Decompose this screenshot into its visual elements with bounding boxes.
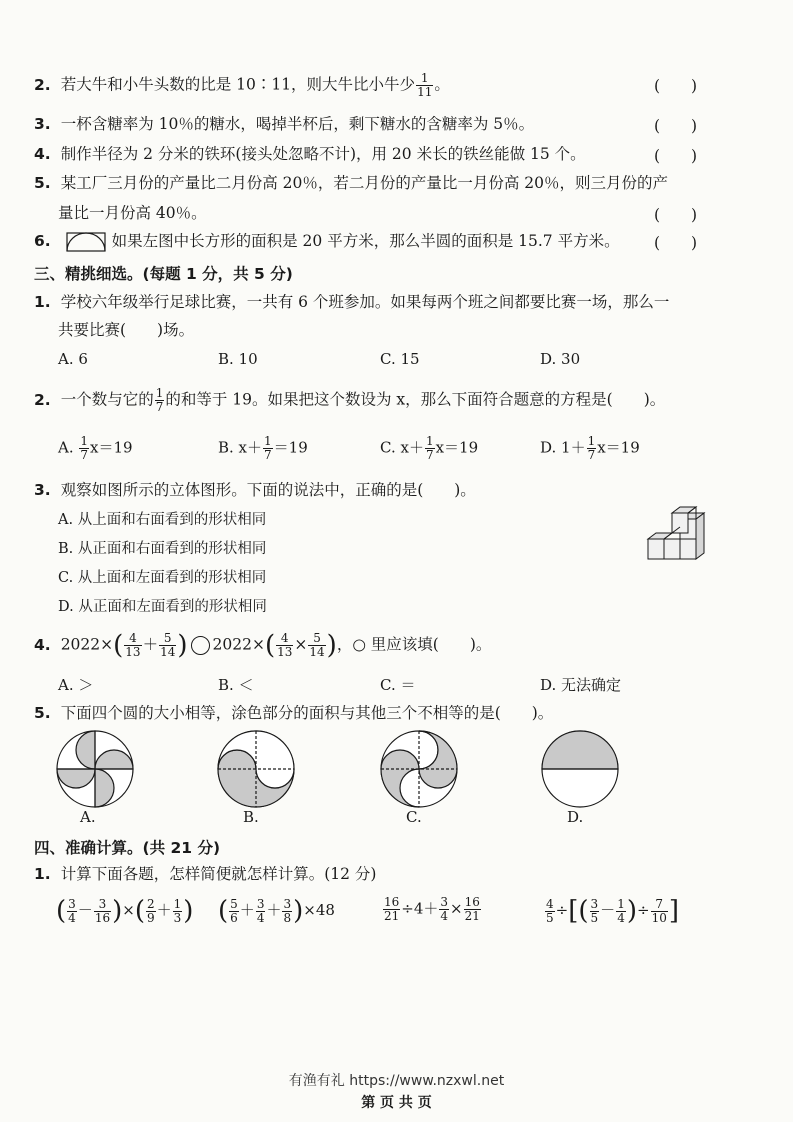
choice-q4: 4. 2022×( $\frac{4}{13}$ ＋ $\frac{5}{14}$ ) 2022×( $\frac{4}{13}$ × $\frac{5}{14}$ )，○ 里应该填( )。 [34, 630, 492, 661]
answer-paren[interactable]: ( ) [654, 206, 698, 224]
semicircle-rectangle-figure [66, 232, 106, 252]
option-a[interactable]: A. 6 [58, 350, 88, 368]
q-number: 4. [34, 635, 51, 654]
q-text-tail: ，○ 里应该填( )。 [336, 635, 492, 654]
choice-q1 [34, 292, 669, 312]
option-d[interactable]: D. 1＋ $\frac{1}{7}$ x＝19 [540, 434, 640, 462]
answer-paren[interactable]: ( ) [654, 77, 698, 95]
compare-circle[interactable] [191, 636, 210, 655]
q-text-tail: 的和等于 19。如果把这个数设为 x，那么下面符合题意的方程是( )。 [165, 390, 666, 409]
option-d[interactable]: D. 从正面和左面看到的形状相同 [58, 599, 267, 615]
q-number: 3. [34, 115, 51, 133]
option-a[interactable]: A. 从上面和右面看到的形状相同 [58, 512, 267, 528]
judge-q5-cont: 量比一月份高 40％。 [58, 204, 207, 222]
footer-page: 第 页 共 页 [361, 1095, 432, 1111]
q-text: 某工厂三月份的产量比二月份高 20％，若二月份的产量比一月份高 20％，则三月份的产 [60, 174, 668, 192]
judge-q3 [34, 114, 534, 134]
q-number: 2. [34, 75, 51, 94]
option-c[interactable]: C. [406, 808, 422, 826]
fraction: $\frac{1}{11}$ [417, 71, 433, 99]
q-text: 若大牛和小牛头数的比是 10∶11，则大牛比小牛少 [60, 75, 416, 94]
q-number: 4. [34, 145, 51, 163]
choice-q2 [34, 387, 665, 414]
option-c[interactable]: C. ＝ [380, 676, 416, 694]
option-a[interactable]: A. $\frac{1}{7}$ x＝19 [58, 434, 133, 462]
judge-q4 [34, 144, 586, 164]
answer-paren[interactable]: ( ) [654, 234, 698, 252]
answer-paren[interactable]: ( ) [654, 117, 698, 135]
cube-solid-figure [646, 505, 708, 563]
q-text: 如果左图中长方形的面积是 20 平方米，那么半圆的面积是 15.7 平方米。 [111, 232, 620, 250]
q-text: 一杯含糖率为 10％的糖水，喝掉半杯后，剩下糖水的含糖率为 5％。 [60, 115, 535, 133]
q-number: 1. [34, 293, 51, 311]
answer-paren[interactable]: ( ) [654, 147, 698, 165]
option-b[interactable]: B. x＋ $\frac{1}{7}$ ＝19 [218, 434, 308, 462]
circle-figure-d [539, 728, 621, 810]
q-text: 下面四个圆的大小相等，涂色部分的面积与其他三个不相等的是( )。 [60, 704, 554, 722]
q-number: 2. [34, 390, 51, 409]
option-b[interactable]: B. [243, 808, 259, 826]
q-text: 学校六年级举行足球比赛，一共有 6 个班参加。如果每两个班之间都要比赛一场，那么一 [60, 293, 670, 311]
circle-figure-a [54, 728, 136, 810]
q-number: 6. [34, 232, 51, 250]
fraction: $\frac{1}{7}$ [155, 386, 164, 414]
choice-q1-cont: 共要比赛( )场。 [58, 321, 195, 339]
expression-1: ( $\frac{3}{4}$ － $\frac{3}{16}$ )×( $\frac{2}{9}$ ＋ $\frac{1}{3}$ ) [56, 896, 194, 926]
q-number: 1. [34, 865, 51, 883]
footer-site: 有渔有礼 https://www.nzxwl.net [288, 1073, 505, 1089]
option-a[interactable]: A. [80, 808, 96, 826]
option-c[interactable]: C. x＋ $\frac{1}{7}$ x＝19 [380, 434, 479, 462]
option-c[interactable]: C. 15 [380, 350, 420, 368]
option-a[interactable]: A. ＞ [58, 676, 94, 694]
expression-2: ( $\frac{5}{6}$ ＋ $\frac{3}{4}$ ＋ $\frac{3}{8}$ )×48 [218, 896, 335, 926]
option-d[interactable]: D. 30 [540, 350, 581, 368]
option-b[interactable]: B. ＜ [218, 676, 254, 694]
calc-q1 [34, 864, 376, 884]
expression-4: $\frac{4}{5}$ ÷[( $\frac{3}{5}$ － $\frac{1}{4}$ )÷ $\frac{7}{10}$ ] [546, 896, 679, 926]
expression-3: $\frac{16}{21}$ ÷4＋ $\frac{3}{4}$ × $\frac{16}{21}$ [384, 895, 480, 923]
q-number: 3. [34, 481, 51, 499]
judge-q5 [34, 173, 668, 193]
q-text: 观察如图所示的立体图形。下面的说法中，正确的是( )。 [60, 481, 476, 499]
q-number: 5. [34, 704, 51, 722]
q-text: 计算下面各题，怎样简便就怎样计算。(12 分) [60, 865, 377, 883]
q-text: 制作半径为 2 分米的铁环(接头处忽略不计)，用 20 米长的铁丝能做 15 个。 [60, 145, 586, 163]
option-b[interactable]: B. 从正面和右面看到的形状相同 [58, 541, 267, 557]
option-d[interactable]: D. [567, 808, 584, 826]
circle-figure-c [378, 728, 460, 810]
choice-q3 [34, 480, 476, 500]
section-3-title: 三、精挑细选。(每题 1 分，共 5 分) [34, 265, 293, 283]
option-d[interactable]: D. 无法确定 [540, 676, 622, 694]
option-b[interactable]: B. 10 [218, 350, 258, 368]
judge-q6 [34, 231, 620, 252]
option-c[interactable]: C. 从上面和左面看到的形状相同 [58, 570, 267, 586]
circle-figure-b [215, 728, 297, 810]
section-4-title: 四、准确计算。(共 21 分) [34, 839, 221, 857]
choice-q5 [34, 703, 553, 723]
judge-q2: 2. 若大牛和小牛头数的比是 10∶11，则大牛比小牛少 $\frac{1}{11}$ 。 [34, 71, 450, 99]
q-text: 一个数与它的 [60, 390, 154, 409]
q-number: 5. [34, 174, 51, 192]
